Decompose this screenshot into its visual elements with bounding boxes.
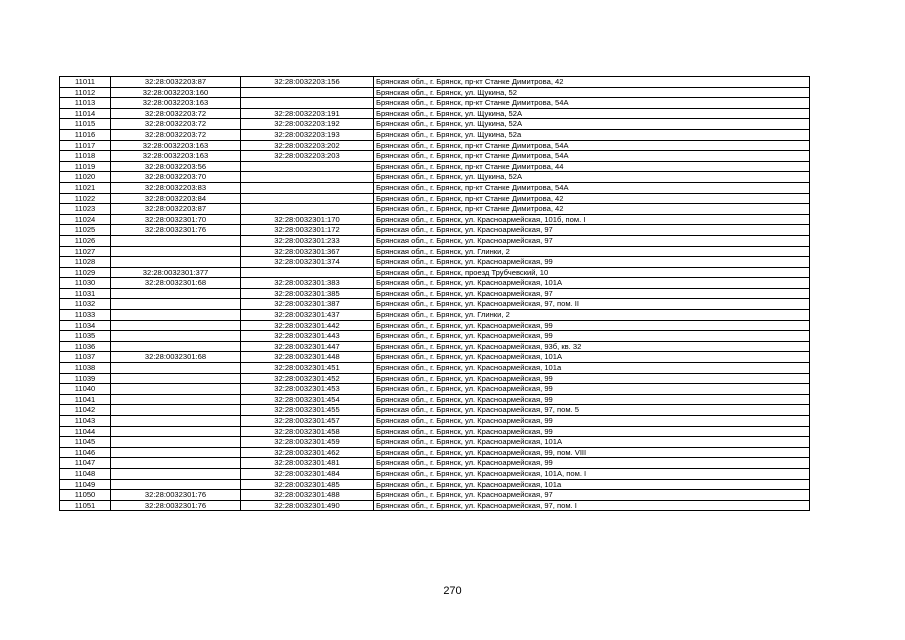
cadastral-number-object-cell: 32:28:0032301:442 [241,320,374,331]
row-number-cell: 11051 [60,500,111,511]
table-row [60,151,810,162]
table-row [60,416,810,427]
row-number-cell: 11031 [60,288,111,299]
row-number-cell: 11012 [60,87,111,98]
row-number-cell: 11046 [60,447,111,458]
address-cell: Брянская обл., г. Брянск, ул. Красноармейская, 97 [374,235,810,246]
cadastral-number-object-cell: 32:28:0032301:457 [241,416,374,427]
table-row [60,172,810,183]
address-cell: Брянская обл., г. Брянск, пр-кт Станке Димитрова, 54А [374,98,810,109]
cadastral-number-object-cell: 32:28:0032301:385 [241,288,374,299]
cadastral-number-object-cell: 32:28:0032301:481 [241,458,374,469]
row-number-cell: 11045 [60,437,111,448]
cadastral-number-object-cell [241,172,374,183]
address-cell: Брянская обл., г. Брянск, ул. Щукина, 52А [374,119,810,130]
cadastral-number-cell: 32:28:0032301:76 [111,500,241,511]
cadastral-number-object-cell: 32:28:0032301:367 [241,246,374,257]
cadastral-number-cell [111,458,241,469]
cadastral-number-cell: 32:28:0032203:163 [111,98,241,109]
table-row [60,363,810,374]
cadastral-number-object-cell: 32:28:0032301:458 [241,426,374,437]
row-number-cell: 11036 [60,341,111,352]
cadastral-number-object-cell: 32:28:0032301:452 [241,373,374,384]
cadastral-number-cell: 32:28:0032203:87 [111,204,241,215]
row-number-cell: 11014 [60,108,111,119]
address-cell: Брянская обл., г. Брянск, ул. Красноармейская, 99 [374,458,810,469]
table-row [60,331,810,342]
table-row [60,458,810,469]
row-number-cell: 11038 [60,363,111,374]
cadastral-number-object-cell: 32:28:0032301:459 [241,437,374,448]
address-cell: Брянская обл., г. Брянск, ул. Щукина, 52А [374,108,810,119]
cadastral-number-cell [111,447,241,458]
table-row [60,193,810,204]
table-row [60,182,810,193]
address-cell: Брянская обл., г. Брянск, ул. Глинки, 2 [374,310,810,321]
address-cell: Брянская обл., г. Брянск, пр-кт Станке Димитрова, 54А [374,151,810,162]
cadastral-number-object-cell: 32:28:0032203:202 [241,140,374,151]
cadastral-number-object-cell: 32:28:0032301:462 [241,447,374,458]
table-row [60,437,810,448]
row-number-cell: 11030 [60,278,111,289]
table-row [60,235,810,246]
cadastral-number-object-cell: 32:28:0032301:448 [241,352,374,363]
cadastral-number-object-cell: 32:28:0032301:453 [241,384,374,395]
cadastral-number-cell [111,341,241,352]
cadastral-number-cell [111,437,241,448]
address-cell: Брянская обл., г. Брянск, ул. Красноармейская, 99 [374,394,810,405]
cadastral-number-object-cell [241,87,374,98]
address-cell: Брянская обл., г. Брянск, ул. Красноармейская, 99 [374,320,810,331]
table-row [60,352,810,363]
address-cell: Брянская обл., г. Брянск, ул. Красноармейская, 99 [374,331,810,342]
cadastral-number-object-cell: 32:28:0032301:447 [241,341,374,352]
cadastral-number-object-cell: 32:28:0032203:192 [241,119,374,130]
row-number-cell: 11033 [60,310,111,321]
cadastral-number-cell [111,288,241,299]
cadastral-number-object-cell: 32:28:0032301:451 [241,363,374,374]
cadastral-number-object-cell [241,204,374,215]
table-row [60,119,810,130]
table-row [60,384,810,395]
cadastral-number-object-cell: 32:28:0032301:383 [241,278,374,289]
table-row [60,108,810,119]
cadastral-number-cell [111,257,241,268]
register-table-body [60,77,810,511]
table-row [60,341,810,352]
cadastral-number-cell [111,310,241,321]
address-cell: Брянская обл., г. Брянск, ул. Красноармейская, 101б, пом. I [374,214,810,225]
address-cell: Брянская обл., г. Брянск, ул. Красноармейская, 99, пом. VIII [374,447,810,458]
cadastral-number-object-cell: 32:28:0032301:374 [241,257,374,268]
row-number-cell: 11013 [60,98,111,109]
cadastral-number-cell [111,363,241,374]
address-cell: Брянская обл., г. Брянск, ул. Красноармейская, 97 [374,490,810,501]
cadastral-number-cell [111,320,241,331]
table-row [60,204,810,215]
address-cell: Брянская обл., г. Брянск, ул. Красноармейская, 101А [374,437,810,448]
cadastral-number-cell: 32:28:0032203:70 [111,172,241,183]
row-number-cell: 11020 [60,172,111,183]
table-row [60,278,810,289]
table-row [60,129,810,140]
cadastral-number-cell: 32:28:0032301:68 [111,352,241,363]
cadastral-number-cell [111,331,241,342]
cadastral-number-cell [111,426,241,437]
table-row [60,447,810,458]
cadastral-number-object-cell: 32:28:0032203:203 [241,151,374,162]
row-number-cell: 11028 [60,257,111,268]
cadastral-number-cell [111,299,241,310]
cadastral-number-object-cell: 32:28:0032301:455 [241,405,374,416]
address-cell: Брянская обл., г. Брянск, ул. Красноармейская, 99 [374,426,810,437]
row-number-cell: 11035 [60,331,111,342]
address-cell: Брянская обл., г. Брянск, ул. Красноармейская, 101а [374,479,810,490]
cadastral-number-cell [111,394,241,405]
address-cell: Брянская обл., г. Брянск, проезд Трубчевский, 10 [374,267,810,278]
row-number-cell: 11016 [60,129,111,140]
table-row [60,479,810,490]
row-number-cell: 11041 [60,394,111,405]
table-row [60,500,810,511]
cadastral-number-cell: 32:28:0032301:76 [111,225,241,236]
cadastral-number-object-cell [241,98,374,109]
row-number-cell: 11027 [60,246,111,257]
row-number-cell: 11024 [60,214,111,225]
cadastral-number-object-cell: 32:28:0032301:443 [241,331,374,342]
table-row [60,257,810,268]
cadastral-number-cell: 32:28:0032203:163 [111,140,241,151]
cadastral-number-cell: 32:28:0032301:76 [111,490,241,501]
row-number-cell: 11037 [60,352,111,363]
table-row [60,426,810,437]
cadastral-number-cell [111,235,241,246]
address-cell: Брянская обл., г. Брянск, ул. Красноармейская, 97 [374,225,810,236]
cadastral-number-object-cell: 32:28:0032301:490 [241,500,374,511]
address-cell: Брянская обл., г. Брянск, ул. Красноармейская, 99 [374,373,810,384]
cadastral-number-cell: 32:28:0032203:56 [111,161,241,172]
table-row [60,468,810,479]
row-number-cell: 11034 [60,320,111,331]
cadastral-number-cell: 32:28:0032203:72 [111,129,241,140]
table-row [60,77,810,88]
page-number: 270 [443,585,462,597]
address-cell: Брянская обл., г. Брянск, ул. Красноармейская, 93б, кв. 32 [374,341,810,352]
row-number-cell: 11025 [60,225,111,236]
row-number-cell: 11019 [60,161,111,172]
cadastral-number-object-cell: 32:28:0032301:437 [241,310,374,321]
table-row [60,288,810,299]
cadastral-number-object-cell: 32:28:0032203:191 [241,108,374,119]
row-number-cell: 11050 [60,490,111,501]
cadastral-number-cell: 32:28:0032301:377 [111,267,241,278]
address-cell: Брянская обл., г. Брянск, ул. Щукина, 52а [374,129,810,140]
table-row [60,225,810,236]
address-cell: Брянская обл., г. Брянск, ул. Красноармейская, 99 [374,257,810,268]
cadastral-number-cell [111,373,241,384]
cadastral-number-object-cell [241,267,374,278]
cadastral-number-cell [111,468,241,479]
table-row [60,87,810,98]
cadastral-number-object-cell: 32:28:0032301:172 [241,225,374,236]
address-cell: Брянская обл., г. Брянск, ул. Щукина, 52 [374,87,810,98]
row-number-cell: 11021 [60,182,111,193]
row-number-cell: 11043 [60,416,111,427]
table-row [60,373,810,384]
cadastral-number-cell [111,246,241,257]
address-cell: Брянская обл., г. Брянск, пр-кт Станке Димитрова, 42 [374,193,810,204]
table-row [60,98,810,109]
row-number-cell: 11047 [60,458,111,469]
cadastral-number-object-cell: 32:28:0032301:485 [241,479,374,490]
row-number-cell: 11042 [60,405,111,416]
table-row [60,405,810,416]
address-cell: Брянская обл., г. Брянск, пр-кт Станке Димитрова, 44 [374,161,810,172]
cadastral-number-object-cell: 32:28:0032301:387 [241,299,374,310]
cadastral-number-cell [111,416,241,427]
row-number-cell: 11032 [60,299,111,310]
row-number-cell: 11029 [60,267,111,278]
cadastral-number-cell: 32:28:0032301:70 [111,214,241,225]
address-cell: Брянская обл., г. Брянск, ул. Красноармейская, 97, пом. 5 [374,405,810,416]
address-cell: Брянская обл., г. Брянск, пр-кт Станке Димитрова, 42 [374,204,810,215]
cadastral-number-cell [111,405,241,416]
address-cell: Брянская обл., г. Брянск, ул. Красноармейская, 101а [374,363,810,374]
address-cell: Брянская обл., г. Брянск, ул. Красноармейская, 97, пом. I [374,500,810,511]
table-row [60,267,810,278]
table-row [60,490,810,501]
address-cell: Брянская обл., г. Брянск, пр-кт Станке Димитрова, 54А [374,182,810,193]
cadastral-number-cell: 32:28:0032203:72 [111,119,241,130]
cadastral-number-object-cell [241,193,374,204]
row-number-cell: 11017 [60,140,111,151]
cadastral-number-object-cell: 32:28:0032301:488 [241,490,374,501]
cadastral-number-object-cell: 32:28:0032301:170 [241,214,374,225]
table-row [60,214,810,225]
cadastral-number-object-cell [241,161,374,172]
address-cell: Брянская обл., г. Брянск, пр-кт Станке Димитрова, 54А [374,140,810,151]
address-cell: Брянская обл., г. Брянск, ул. Красноармейская, 99 [374,384,810,395]
cadastral-number-object-cell: 32:28:0032203:193 [241,129,374,140]
cadastral-number-cell: 32:28:0032203:83 [111,182,241,193]
address-cell: Брянская обл., г. Брянск, ул. Красноармейская, 101А, пом. I [374,468,810,479]
cadastral-number-object-cell: 32:28:0032301:484 [241,468,374,479]
table-row [60,320,810,331]
address-cell: Брянская обл., г. Брянск, ул. Красноармейская, 97, пом. II [374,299,810,310]
address-cell: Брянская обл., г. Брянск, пр-кт Станке Димитрова, 42 [374,77,810,88]
cadastral-number-cell: 32:28:0032203:72 [111,108,241,119]
address-cell: Брянская обл., г. Брянск, ул. Щукина, 52А [374,172,810,183]
row-number-cell: 11011 [60,77,111,88]
row-number-cell: 11015 [60,119,111,130]
row-number-cell: 11026 [60,235,111,246]
address-cell: Брянская обл., г. Брянск, ул. Глинки, 2 [374,246,810,257]
cadastral-number-cell [111,384,241,395]
row-number-cell: 11049 [60,479,111,490]
cadastral-number-object-cell: 32:28:0032301:233 [241,235,374,246]
address-cell: Брянская обл., г. Брянск, ул. Красноармейская, 101А [374,352,810,363]
table-row [60,246,810,257]
cadastral-number-cell: 32:28:0032203:87 [111,77,241,88]
cadastral-number-cell: 32:28:0032203:84 [111,193,241,204]
row-number-cell: 11022 [60,193,111,204]
cadastral-number-object-cell [241,182,374,193]
register-table [59,76,810,511]
row-number-cell: 11018 [60,151,111,162]
table-row [60,310,810,321]
cadastral-number-object-cell: 32:28:0032301:454 [241,394,374,405]
table-row [60,161,810,172]
address-cell: Брянская обл., г. Брянск, ул. Красноармейская, 97 [374,288,810,299]
cadastral-number-cell: 32:28:0032203:163 [111,151,241,162]
row-number-cell: 11048 [60,468,111,479]
cadastral-number-cell [111,479,241,490]
address-cell: Брянская обл., г. Брянск, ул. Красноармейская, 101А [374,278,810,289]
row-number-cell: 11023 [60,204,111,215]
table-row [60,140,810,151]
cadastral-number-cell: 32:28:0032203:160 [111,87,241,98]
table-row [60,299,810,310]
cadastral-number-object-cell: 32:28:0032203:156 [241,77,374,88]
row-number-cell: 11039 [60,373,111,384]
table-row [60,394,810,405]
cadastral-number-cell: 32:28:0032301:68 [111,278,241,289]
row-number-cell: 11044 [60,426,111,437]
row-number-cell: 11040 [60,384,111,395]
address-cell: Брянская обл., г. Брянск, ул. Красноармейская, 99 [374,416,810,427]
